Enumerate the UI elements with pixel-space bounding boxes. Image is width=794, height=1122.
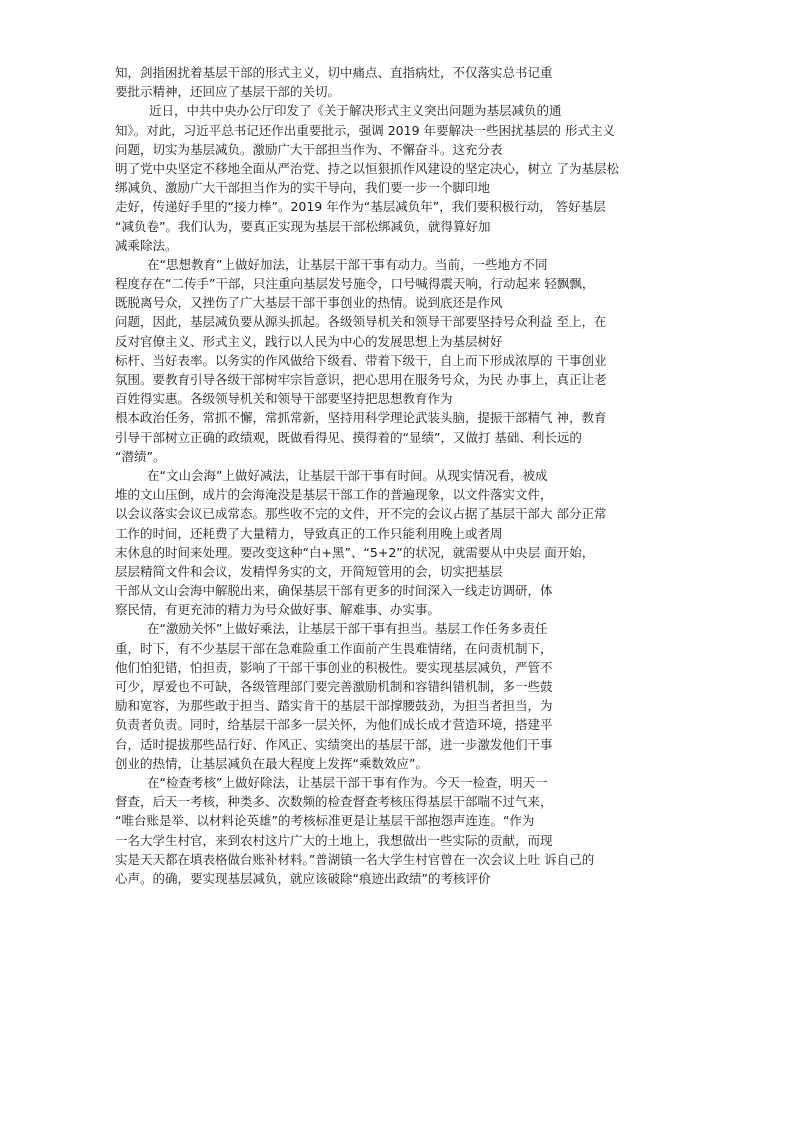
text-line: 要批示精神，还回应了基层干部的关切。 bbox=[115, 84, 341, 100]
text-line: 氛围。要教育引导各级干部树牢宗旨意识，把心思用在服务号众，为民 办事上，真正让老 bbox=[115, 372, 607, 387]
text-line: 负责者负责。同时，给基层干部多一层关怀，为他们成长成才营造环境，搭建平 bbox=[115, 717, 553, 733]
text-line: 励和宽容，为那些敢于担当、踏实肯干的基层干部撑腰鼓劲，为担当者担当，为 bbox=[115, 698, 553, 714]
text-line: 他们怕犯错，怕担责，影响了干部干事创业的积极性。要实现基层减负，严管不 bbox=[115, 659, 553, 675]
text-line: 在“激励关怀”上做好乘法，让基层干部干事有担当。基层工作任务多责任 bbox=[147, 621, 548, 637]
text-line: 明了党中央坚定不移地全面从严治党、持之以恒狠抓作风建设的坚定决心，树立 了为基层松 bbox=[115, 160, 619, 176]
text-line: 工作的时间，还耗费了大量精力，导致真正的工作只能利用晚上或者周 bbox=[115, 525, 503, 541]
text-line: 百姓得实惠。各级领导机关和领导干部要坚持把思想教育作为 bbox=[115, 391, 453, 407]
text-line: 反对官僚主义、形式主义，践行以人民为中心的发展思想上为基层树好 bbox=[115, 333, 503, 349]
text-line: 一名大学生村官，来到农村这片广大的土地上，我想做出一些实际的贡献，而现 bbox=[115, 832, 553, 848]
text-line: 以会议落实会议已成常态。那些收不完的文件，开不完的会议占据了基层干部大 部分正常 bbox=[115, 506, 607, 522]
text-line: 在“检查考核”上做好除法，让基层干部干事有作为。今天一检查，明天一 bbox=[147, 774, 548, 790]
text-line: 察民情，有更充沛的精力为号众做好事、解难事、办实事。 bbox=[115, 602, 441, 618]
text-line: 减乘除法。 bbox=[115, 237, 178, 253]
text-line: “唯台账是举、以材料论英雄”的考核标准更是让基层干部抱怨声连连。“作为 bbox=[115, 813, 535, 829]
text-line: “减负卷”。我们认为，要真正实现为基层干部松绑减负，就得算好加 bbox=[115, 218, 491, 234]
text-line: 绑减负、激励广大干部担当作为的实干导向，我们要一步一个脚印地 bbox=[115, 180, 491, 196]
text-line: 可少，厚爱也不可缺，各级管理部门要完善激励机制和容错纠错机制，多一些鼓 bbox=[115, 679, 553, 694]
text-line: 堆的文山压倒，成片的会海淹没是基层干部工作的普遍现象，以文件落实文件， bbox=[115, 487, 553, 503]
text-line: 知，剑指困扰着基层干部的形式主义，切中痛点、直指病灶，不仅落实总书记重 bbox=[115, 65, 553, 80]
text-line: 层层精简文件和会议，发精悍务实的文，开简短管用的会，切实把基层 bbox=[115, 563, 503, 579]
text-line: 近日，中共中央办公厅印发了《关于解决形式主义突出问题为基层减负的通 bbox=[149, 103, 562, 119]
text-line: 在“思想教育”上做好加法，让基层干部干事有动力。当前，一些地方不同 bbox=[147, 256, 548, 272]
text-line: “潜绩”。 bbox=[115, 448, 166, 464]
text-line: 末休息的时间来处理。要改变这种“白+黑”、“5+2”的状况，就需要从中央层 面开始， bbox=[115, 544, 595, 560]
text-line: 程度存在“二传手”干部，只注重向基层发号施令，口号喊得震天响，行动起来 轻飘飘， bbox=[115, 276, 595, 292]
text-line: 走好，传递好手里的“接力棒”。2019 年作为“基层减负年”，我们要积极行动， 答好基层 bbox=[115, 199, 606, 215]
text-line: 台，适时提拔那些品行好、作风正、实绩突出的基层干部，进一步激发他们干事 bbox=[115, 736, 553, 752]
text-line: 创业的热情，让基层减负在最大程度上发挥“乘数效应”。 bbox=[115, 755, 428, 771]
text-line: 重，时下，有不少基层干部在急难险重工作面前产生畏难情绪，在问责机制下， bbox=[115, 640, 553, 656]
text-line: 根本政治任务，常抓不懈，常抓常新，坚持用科学理论武装头脑，提振干部精气 神，教育 bbox=[115, 410, 607, 426]
text-line: 既脱离号众，又挫伤了广大基层干部干事创业的热情。说到底还是作风 bbox=[115, 295, 503, 311]
text-line: 标杆、当好表率。以务实的作风做给下级看、带着下级干，自上而下形成浓厚的 干事创业 bbox=[115, 352, 607, 368]
text-line: 在“文山会海”上做好减法，让基层干部干事有时间。从现实情况看，被成 bbox=[147, 467, 548, 483]
document-body bbox=[115, 63, 681, 888]
text-line: 实是天天都在填表格做台账补材料。”普湖镇一名大学生村官曾在一次会议上吐 诉自己的 bbox=[115, 851, 595, 867]
text-line: 问题，因此，基层减负要从源头抓起。各级领导机关和领导干部要坚持号众利益 至上，在 bbox=[115, 314, 607, 330]
text-line: 干部从文山会海中解脱出来，确保基层干部有更多的时间深入一线走访调研，体 bbox=[115, 583, 553, 599]
text-line: 督查，后天一考核，种类多、次数频的检查督查考核压得基层干部喘不过气来， bbox=[115, 794, 553, 810]
text-line: 知》。对此，习近平总书记还作出重要批示，强调 2019 年要解决一些困扰基层的 形式主义 bbox=[115, 122, 615, 138]
text-line: 问题，切实为基层减负。激励广大干部担当作为、不懈奋斗。这充分表 bbox=[115, 141, 503, 157]
text-line: 引导干部树立正确的政绩观，既做看得见、摸得着的“显绩”，又做打 基础、利长远的 bbox=[115, 429, 582, 445]
text-line: 心声。的确，要实现基层减负，就应该破除“痕迹出政绩”的考核评价 bbox=[115, 870, 491, 886]
